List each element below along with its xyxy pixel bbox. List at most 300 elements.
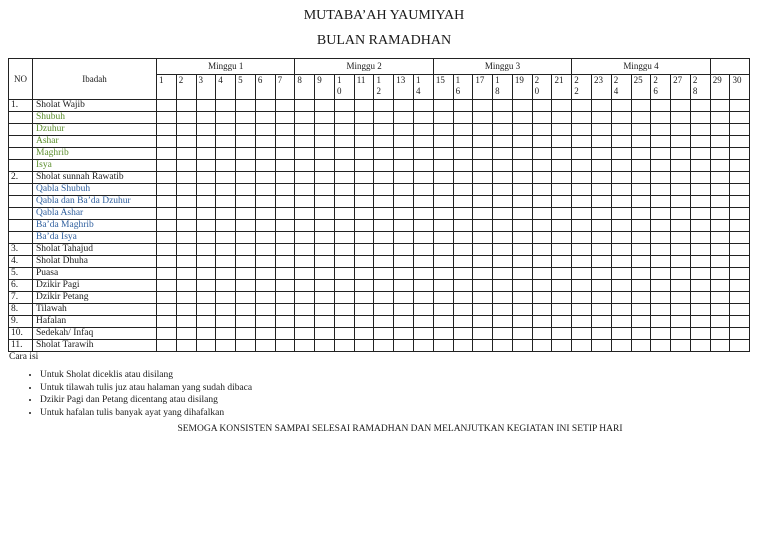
checklist-cell[interactable] [611, 268, 631, 280]
checklist-cell[interactable] [473, 160, 493, 172]
checklist-cell[interactable] [196, 100, 216, 112]
checklist-cell[interactable] [157, 220, 177, 232]
checklist-cell[interactable] [493, 292, 513, 304]
checklist-cell[interactable] [255, 208, 275, 220]
checklist-cell[interactable] [690, 220, 710, 232]
checklist-cell[interactable] [255, 328, 275, 340]
checklist-cell[interactable] [414, 280, 434, 292]
checklist-cell[interactable] [512, 244, 532, 256]
checklist-cell[interactable] [315, 112, 335, 124]
checklist-cell[interactable] [651, 184, 671, 196]
checklist-cell[interactable] [710, 220, 730, 232]
checklist-cell[interactable] [651, 208, 671, 220]
checklist-cell[interactable] [433, 208, 453, 220]
checklist-cell[interactable] [512, 208, 532, 220]
checklist-cell[interactable] [157, 256, 177, 268]
checklist-cell[interactable] [394, 292, 414, 304]
checklist-cell[interactable] [572, 208, 592, 220]
checklist-cell[interactable] [552, 280, 572, 292]
checklist-cell[interactable] [532, 292, 552, 304]
checklist-cell[interactable] [414, 184, 434, 196]
checklist-cell[interactable] [552, 184, 572, 196]
checklist-cell[interactable] [414, 244, 434, 256]
checklist-cell[interactable] [295, 184, 315, 196]
checklist-cell[interactable] [315, 136, 335, 148]
checklist-cell[interactable] [512, 100, 532, 112]
checklist-cell[interactable] [176, 148, 196, 160]
checklist-cell[interactable] [493, 220, 513, 232]
checklist-cell[interactable] [374, 112, 394, 124]
checklist-cell[interactable] [176, 172, 196, 184]
checklist-cell[interactable] [552, 232, 572, 244]
checklist-cell[interactable] [690, 160, 710, 172]
checklist-cell[interactable] [730, 304, 750, 316]
checklist-cell[interactable] [592, 340, 612, 352]
checklist-cell[interactable] [255, 256, 275, 268]
checklist-cell[interactable] [354, 268, 374, 280]
checklist-cell[interactable] [690, 100, 710, 112]
checklist-cell[interactable] [176, 280, 196, 292]
checklist-cell[interactable] [157, 160, 177, 172]
checklist-cell[interactable] [176, 112, 196, 124]
checklist-cell[interactable] [631, 112, 651, 124]
checklist-cell[interactable] [295, 316, 315, 328]
checklist-cell[interactable] [453, 256, 473, 268]
checklist-cell[interactable] [374, 244, 394, 256]
checklist-cell[interactable] [651, 220, 671, 232]
checklist-cell[interactable] [176, 160, 196, 172]
checklist-cell[interactable] [552, 340, 572, 352]
checklist-cell[interactable] [236, 316, 256, 328]
checklist-cell[interactable] [532, 148, 552, 160]
checklist-cell[interactable] [196, 148, 216, 160]
checklist-cell[interactable] [512, 292, 532, 304]
checklist-cell[interactable] [552, 328, 572, 340]
checklist-cell[interactable] [572, 328, 592, 340]
checklist-cell[interactable] [592, 256, 612, 268]
checklist-cell[interactable] [572, 304, 592, 316]
checklist-cell[interactable] [414, 268, 434, 280]
checklist-cell[interactable] [592, 244, 612, 256]
checklist-cell[interactable] [493, 160, 513, 172]
checklist-cell[interactable] [374, 220, 394, 232]
checklist-cell[interactable] [572, 160, 592, 172]
checklist-cell[interactable] [414, 208, 434, 220]
checklist-cell[interactable] [671, 268, 691, 280]
checklist-cell[interactable] [275, 208, 295, 220]
checklist-cell[interactable] [730, 328, 750, 340]
checklist-cell[interactable] [295, 232, 315, 244]
checklist-cell[interactable] [236, 304, 256, 316]
checklist-cell[interactable] [196, 220, 216, 232]
checklist-cell[interactable] [710, 316, 730, 328]
checklist-cell[interactable] [236, 148, 256, 160]
checklist-cell[interactable] [433, 148, 453, 160]
checklist-cell[interactable] [611, 232, 631, 244]
checklist-cell[interactable] [473, 196, 493, 208]
checklist-cell[interactable] [157, 172, 177, 184]
checklist-cell[interactable] [216, 148, 236, 160]
checklist-cell[interactable] [295, 304, 315, 316]
checklist-cell[interactable] [493, 184, 513, 196]
checklist-cell[interactable] [295, 124, 315, 136]
checklist-cell[interactable] [572, 136, 592, 148]
checklist-cell[interactable] [196, 184, 216, 196]
checklist-cell[interactable] [315, 244, 335, 256]
checklist-cell[interactable] [730, 136, 750, 148]
checklist-cell[interactable] [216, 160, 236, 172]
checklist-cell[interactable] [611, 244, 631, 256]
checklist-cell[interactable] [176, 232, 196, 244]
checklist-cell[interactable] [730, 148, 750, 160]
checklist-cell[interactable] [216, 244, 236, 256]
checklist-cell[interactable] [453, 148, 473, 160]
checklist-cell[interactable] [631, 136, 651, 148]
checklist-cell[interactable] [552, 172, 572, 184]
checklist-cell[interactable] [315, 220, 335, 232]
checklist-cell[interactable] [334, 160, 354, 172]
checklist-cell[interactable] [176, 316, 196, 328]
checklist-cell[interactable] [315, 100, 335, 112]
checklist-cell[interactable] [572, 124, 592, 136]
checklist-cell[interactable] [295, 244, 315, 256]
checklist-cell[interactable] [453, 136, 473, 148]
checklist-cell[interactable] [354, 148, 374, 160]
checklist-cell[interactable] [532, 172, 552, 184]
checklist-cell[interactable] [216, 232, 236, 244]
checklist-cell[interactable] [414, 196, 434, 208]
checklist-cell[interactable] [473, 112, 493, 124]
checklist-cell[interactable] [196, 268, 216, 280]
checklist-cell[interactable] [176, 340, 196, 352]
checklist-cell[interactable] [690, 256, 710, 268]
checklist-cell[interactable] [631, 124, 651, 136]
checklist-cell[interactable] [255, 148, 275, 160]
checklist-cell[interactable] [394, 112, 414, 124]
checklist-cell[interactable] [671, 160, 691, 172]
checklist-cell[interactable] [275, 172, 295, 184]
checklist-cell[interactable] [295, 328, 315, 340]
checklist-cell[interactable] [473, 208, 493, 220]
checklist-cell[interactable] [216, 100, 236, 112]
checklist-cell[interactable] [275, 184, 295, 196]
checklist-cell[interactable] [196, 292, 216, 304]
checklist-cell[interactable] [532, 304, 552, 316]
checklist-cell[interactable] [295, 172, 315, 184]
checklist-cell[interactable] [552, 136, 572, 148]
checklist-cell[interactable] [552, 160, 572, 172]
checklist-cell[interactable] [690, 304, 710, 316]
checklist-cell[interactable] [374, 304, 394, 316]
checklist-cell[interactable] [394, 328, 414, 340]
checklist-cell[interactable] [394, 280, 414, 292]
checklist-cell[interactable] [730, 280, 750, 292]
checklist-cell[interactable] [354, 184, 374, 196]
checklist-cell[interactable] [532, 136, 552, 148]
checklist-cell[interactable] [433, 124, 453, 136]
checklist-cell[interactable] [611, 316, 631, 328]
checklist-cell[interactable] [611, 328, 631, 340]
checklist-cell[interactable] [334, 124, 354, 136]
checklist-cell[interactable] [631, 328, 651, 340]
checklist-cell[interactable] [730, 340, 750, 352]
checklist-cell[interactable] [255, 232, 275, 244]
checklist-cell[interactable] [334, 148, 354, 160]
checklist-cell[interactable] [196, 304, 216, 316]
checklist-cell[interactable] [334, 196, 354, 208]
checklist-cell[interactable] [196, 196, 216, 208]
checklist-cell[interactable] [631, 220, 651, 232]
checklist-cell[interactable] [592, 184, 612, 196]
checklist-cell[interactable] [374, 136, 394, 148]
checklist-cell[interactable] [157, 124, 177, 136]
checklist-cell[interactable] [255, 112, 275, 124]
checklist-cell[interactable] [512, 160, 532, 172]
checklist-cell[interactable] [414, 232, 434, 244]
checklist-cell[interactable] [473, 316, 493, 328]
checklist-cell[interactable] [611, 112, 631, 124]
checklist-cell[interactable] [157, 304, 177, 316]
checklist-cell[interactable] [572, 340, 592, 352]
checklist-cell[interactable] [690, 172, 710, 184]
checklist-cell[interactable] [730, 172, 750, 184]
checklist-cell[interactable] [157, 244, 177, 256]
checklist-cell[interactable] [374, 172, 394, 184]
checklist-cell[interactable] [236, 112, 256, 124]
checklist-cell[interactable] [394, 244, 414, 256]
checklist-cell[interactable] [512, 280, 532, 292]
checklist-cell[interactable] [512, 172, 532, 184]
checklist-cell[interactable] [374, 280, 394, 292]
checklist-cell[interactable] [611, 148, 631, 160]
checklist-cell[interactable] [295, 112, 315, 124]
checklist-cell[interactable] [592, 148, 612, 160]
checklist-cell[interactable] [671, 196, 691, 208]
checklist-cell[interactable] [592, 316, 612, 328]
checklist-cell[interactable] [493, 100, 513, 112]
checklist-cell[interactable] [631, 100, 651, 112]
checklist-cell[interactable] [631, 208, 651, 220]
checklist-cell[interactable] [295, 160, 315, 172]
checklist-cell[interactable] [433, 184, 453, 196]
checklist-cell[interactable] [236, 280, 256, 292]
checklist-cell[interactable] [651, 244, 671, 256]
checklist-cell[interactable] [295, 292, 315, 304]
checklist-cell[interactable] [453, 112, 473, 124]
checklist-cell[interactable] [671, 256, 691, 268]
checklist-cell[interactable] [671, 136, 691, 148]
checklist-cell[interactable] [611, 208, 631, 220]
checklist-cell[interactable] [611, 196, 631, 208]
checklist-cell[interactable] [453, 124, 473, 136]
checklist-cell[interactable] [196, 208, 216, 220]
checklist-cell[interactable] [473, 232, 493, 244]
checklist-cell[interactable] [196, 328, 216, 340]
checklist-cell[interactable] [532, 100, 552, 112]
checklist-cell[interactable] [236, 172, 256, 184]
checklist-cell[interactable] [176, 304, 196, 316]
checklist-cell[interactable] [216, 316, 236, 328]
checklist-cell[interactable] [216, 220, 236, 232]
checklist-cell[interactable] [532, 184, 552, 196]
checklist-cell[interactable] [334, 232, 354, 244]
checklist-cell[interactable] [552, 100, 572, 112]
checklist-cell[interactable] [651, 100, 671, 112]
checklist-cell[interactable] [394, 124, 414, 136]
checklist-cell[interactable] [394, 184, 414, 196]
checklist-cell[interactable] [631, 280, 651, 292]
checklist-cell[interactable] [414, 328, 434, 340]
checklist-cell[interactable] [295, 220, 315, 232]
checklist-cell[interactable] [572, 172, 592, 184]
checklist-cell[interactable] [394, 136, 414, 148]
checklist-cell[interactable] [354, 244, 374, 256]
checklist-cell[interactable] [453, 292, 473, 304]
checklist-cell[interactable] [334, 280, 354, 292]
checklist-cell[interactable] [592, 232, 612, 244]
checklist-cell[interactable] [453, 160, 473, 172]
checklist-cell[interactable] [690, 208, 710, 220]
checklist-cell[interactable] [374, 292, 394, 304]
checklist-cell[interactable] [592, 208, 612, 220]
checklist-cell[interactable] [295, 268, 315, 280]
checklist-cell[interactable] [176, 184, 196, 196]
checklist-cell[interactable] [334, 268, 354, 280]
checklist-cell[interactable] [334, 220, 354, 232]
checklist-cell[interactable] [394, 196, 414, 208]
checklist-cell[interactable] [611, 136, 631, 148]
checklist-cell[interactable] [236, 196, 256, 208]
checklist-cell[interactable] [730, 256, 750, 268]
checklist-cell[interactable] [473, 184, 493, 196]
checklist-cell[interactable] [374, 232, 394, 244]
checklist-cell[interactable] [374, 256, 394, 268]
checklist-cell[interactable] [690, 196, 710, 208]
checklist-cell[interactable] [216, 268, 236, 280]
checklist-cell[interactable] [315, 340, 335, 352]
checklist-cell[interactable] [572, 184, 592, 196]
checklist-cell[interactable] [414, 112, 434, 124]
checklist-cell[interactable] [730, 160, 750, 172]
checklist-cell[interactable] [315, 280, 335, 292]
checklist-cell[interactable] [453, 340, 473, 352]
checklist-cell[interactable] [690, 328, 710, 340]
checklist-cell[interactable] [414, 160, 434, 172]
checklist-cell[interactable] [730, 196, 750, 208]
checklist-cell[interactable] [592, 112, 612, 124]
checklist-cell[interactable] [493, 268, 513, 280]
checklist-cell[interactable] [157, 280, 177, 292]
checklist-cell[interactable] [414, 124, 434, 136]
checklist-cell[interactable] [354, 124, 374, 136]
checklist-cell[interactable] [255, 340, 275, 352]
checklist-cell[interactable] [651, 316, 671, 328]
checklist-cell[interactable] [414, 292, 434, 304]
checklist-cell[interactable] [631, 340, 651, 352]
checklist-cell[interactable] [710, 160, 730, 172]
checklist-cell[interactable] [710, 256, 730, 268]
checklist-cell[interactable] [394, 172, 414, 184]
checklist-cell[interactable] [532, 160, 552, 172]
checklist-cell[interactable] [552, 268, 572, 280]
checklist-cell[interactable] [572, 280, 592, 292]
checklist-cell[interactable] [473, 172, 493, 184]
checklist-cell[interactable] [157, 328, 177, 340]
checklist-cell[interactable] [295, 136, 315, 148]
checklist-cell[interactable] [433, 232, 453, 244]
checklist-cell[interactable] [176, 268, 196, 280]
checklist-cell[interactable] [690, 136, 710, 148]
checklist-cell[interactable] [473, 340, 493, 352]
checklist-cell[interactable] [394, 100, 414, 112]
checklist-cell[interactable] [611, 124, 631, 136]
checklist-cell[interactable] [631, 304, 651, 316]
checklist-cell[interactable] [552, 304, 572, 316]
checklist-cell[interactable] [295, 280, 315, 292]
checklist-cell[interactable] [710, 328, 730, 340]
checklist-cell[interactable] [236, 208, 256, 220]
checklist-cell[interactable] [512, 340, 532, 352]
checklist-cell[interactable] [334, 208, 354, 220]
checklist-cell[interactable] [730, 124, 750, 136]
checklist-cell[interactable] [255, 172, 275, 184]
checklist-cell[interactable] [394, 340, 414, 352]
checklist-cell[interactable] [354, 280, 374, 292]
checklist-cell[interactable] [236, 136, 256, 148]
checklist-cell[interactable] [473, 100, 493, 112]
checklist-cell[interactable] [315, 148, 335, 160]
checklist-cell[interactable] [334, 112, 354, 124]
checklist-cell[interactable] [493, 124, 513, 136]
checklist-cell[interactable] [374, 328, 394, 340]
checklist-cell[interactable] [176, 196, 196, 208]
checklist-cell[interactable] [275, 304, 295, 316]
checklist-cell[interactable] [592, 100, 612, 112]
checklist-cell[interactable] [354, 172, 374, 184]
checklist-cell[interactable] [512, 148, 532, 160]
checklist-cell[interactable] [730, 268, 750, 280]
checklist-cell[interactable] [315, 184, 335, 196]
checklist-cell[interactable] [315, 256, 335, 268]
checklist-cell[interactable] [374, 100, 394, 112]
checklist-cell[interactable] [315, 268, 335, 280]
checklist-cell[interactable] [255, 136, 275, 148]
checklist-cell[interactable] [433, 172, 453, 184]
checklist-cell[interactable] [631, 232, 651, 244]
checklist-cell[interactable] [631, 268, 651, 280]
checklist-cell[interactable] [671, 304, 691, 316]
checklist-cell[interactable] [512, 112, 532, 124]
checklist-cell[interactable] [394, 268, 414, 280]
checklist-cell[interactable] [216, 172, 236, 184]
checklist-cell[interactable] [354, 292, 374, 304]
checklist-cell[interactable] [275, 148, 295, 160]
checklist-cell[interactable] [651, 280, 671, 292]
checklist-cell[interactable] [710, 340, 730, 352]
checklist-cell[interactable] [552, 196, 572, 208]
checklist-cell[interactable] [572, 268, 592, 280]
checklist-cell[interactable] [354, 316, 374, 328]
checklist-cell[interactable] [255, 244, 275, 256]
checklist-cell[interactable] [334, 244, 354, 256]
checklist-cell[interactable] [236, 256, 256, 268]
checklist-cell[interactable] [592, 220, 612, 232]
checklist-cell[interactable] [236, 292, 256, 304]
checklist-cell[interactable] [651, 340, 671, 352]
checklist-cell[interactable] [196, 136, 216, 148]
checklist-cell[interactable] [710, 148, 730, 160]
checklist-cell[interactable] [592, 292, 612, 304]
